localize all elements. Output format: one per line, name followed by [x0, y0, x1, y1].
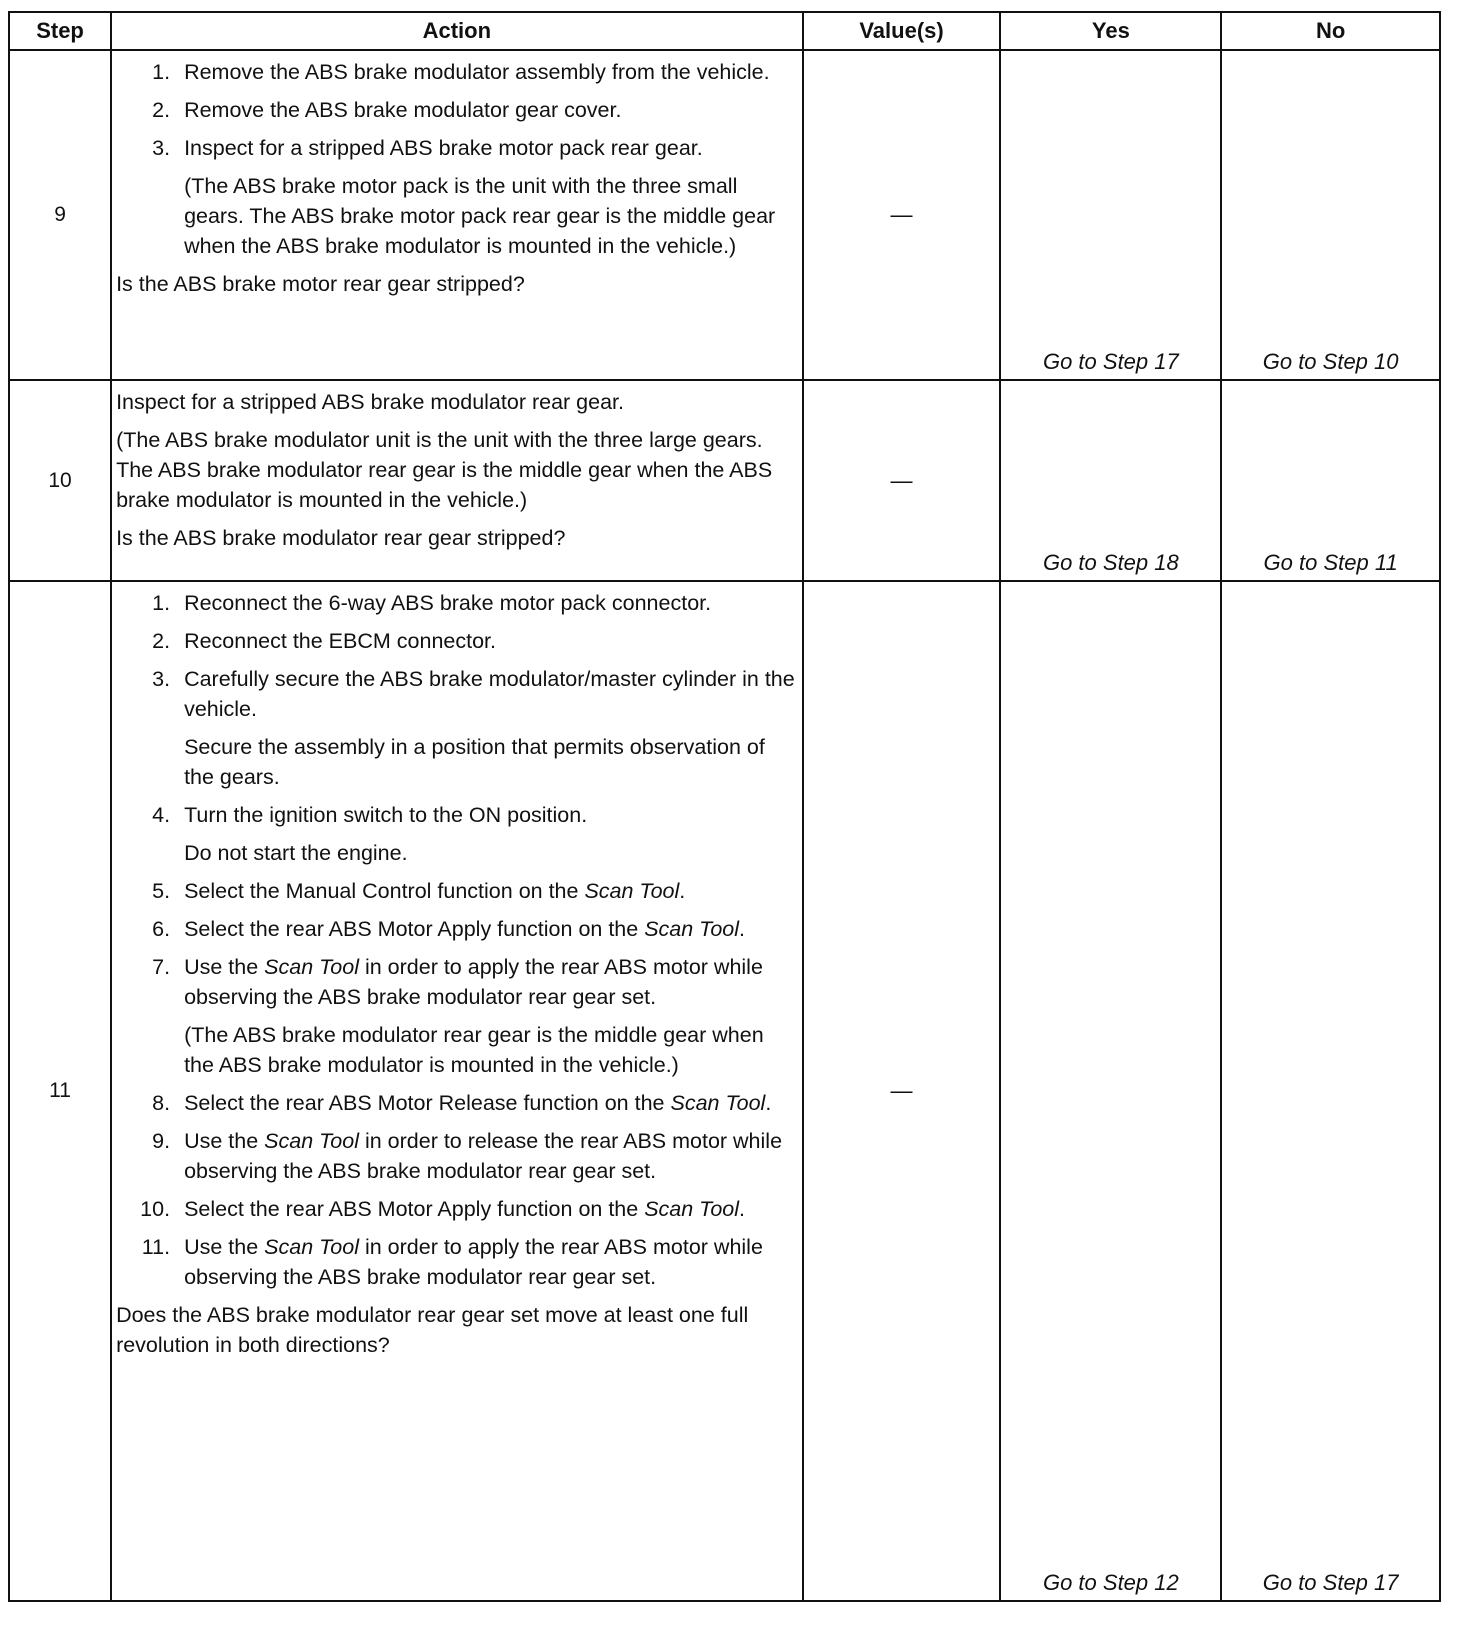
yes-link[interactable]: Go to Step 17	[1000, 50, 1221, 380]
question-text: Is the ABS brake motor rear gear stripped?	[116, 272, 525, 296]
table-row-step-11	[9, 581, 1440, 1601]
table-row-step-9	[9, 50, 1440, 380]
list-item: 8. Select the rear ABS Motor Release function on the Scan Tool.	[152, 1091, 772, 1115]
no-link[interactable]: Go to Step 17	[1221, 581, 1440, 1601]
action-paragraph: Inspect for a stripped ABS brake modulator rear gear.	[116, 390, 624, 414]
yes-link[interactable]: Go to Step 18	[1000, 380, 1221, 581]
list-item: 1. Remove the ABS brake modulator assembly from the vehicle.	[152, 60, 770, 84]
step-number: 11	[9, 581, 111, 1601]
no-link[interactable]: Go to Step 10	[1221, 50, 1440, 380]
header-row	[9, 12, 1440, 50]
step-number: 10	[9, 380, 111, 581]
no-link[interactable]: Go to Step 11	[1221, 380, 1440, 581]
action-cell	[111, 380, 803, 581]
value-cell: —	[803, 50, 1001, 380]
note-text: (The ABS brake modulator rear gear is the middle gear when the ABS brake modulator is mounted in the vehicle.)	[184, 1023, 764, 1077]
value-cell: —	[803, 581, 1001, 1601]
list-item: 3. Inspect for a stripped ABS brake motor pack rear gear.	[152, 136, 703, 160]
list-item: 2. Reconnect the EBCM connector.	[152, 629, 496, 653]
action-cell	[111, 50, 803, 380]
question-text: Is the ABS brake modulator rear gear stripped?	[116, 526, 566, 550]
action-cell	[111, 581, 803, 1601]
header-step: Step	[9, 12, 111, 50]
list-item: 1. Reconnect the 6-way ABS brake motor pack connector.	[152, 591, 712, 615]
header-values: Value(s)	[803, 12, 1001, 50]
list-item: 9. Use the Scan Tool in order to release the rear ABS motor while observing the ABS brake modulator rear gear set.	[152, 1129, 783, 1183]
header-yes: Yes	[1000, 12, 1221, 50]
list-item: 11. Use the Scan Tool in order to apply the rear ABS motor while observing the ABS brake modulator rear gear set.	[141, 1235, 763, 1289]
table-row-step-10	[9, 380, 1440, 581]
list-item: 7. Use the Scan Tool in order to apply the rear ABS motor while observing the ABS brake modulator rear gear set.	[152, 955, 763, 1009]
list-item: 5. Select the Manual Control function on the Scan Tool.	[152, 879, 686, 903]
note-text: (The ABS brake motor pack is the unit with the three small gears. The ABS brake motor pack rear gear is the middle gear when the ABS brake modulator is mounted in the vehicle.)	[184, 174, 776, 258]
list-item: 10. Select the rear ABS Motor Apply function on the Scan Tool.	[140, 1197, 746, 1221]
list-item: 3. Carefully secure the ABS brake modulator/master cylinder in the vehicle.	[152, 667, 795, 721]
header-no: No	[1221, 12, 1440, 50]
note-text: Secure the assembly in a position that permits observation of the gears.	[184, 735, 765, 789]
diagnostic-table	[8, 11, 1441, 1602]
list-item: 2. Remove the ABS brake modulator gear cover.	[152, 98, 622, 122]
yes-link[interactable]: Go to Step 12	[1000, 581, 1221, 1601]
list-item: 6. Select the rear ABS Motor Apply function on the Scan Tool.	[152, 917, 746, 941]
header-action: Action	[111, 12, 803, 50]
value-cell: —	[803, 380, 1001, 581]
question-text: Does the ABS brake modulator rear gear set move at least one full revolution in both directions?	[116, 1303, 749, 1357]
list-item: 4. Turn the ignition switch to the ON position.	[152, 803, 588, 827]
note-text: Do not start the engine.	[184, 841, 408, 865]
step-number: 9	[9, 50, 111, 380]
note-text: (The ABS brake modulator unit is the unit with the three large gears. The ABS brake modulator rear gear is the middle gear when the ABS brake modulator is mounted in the vehicle.)	[116, 428, 773, 512]
